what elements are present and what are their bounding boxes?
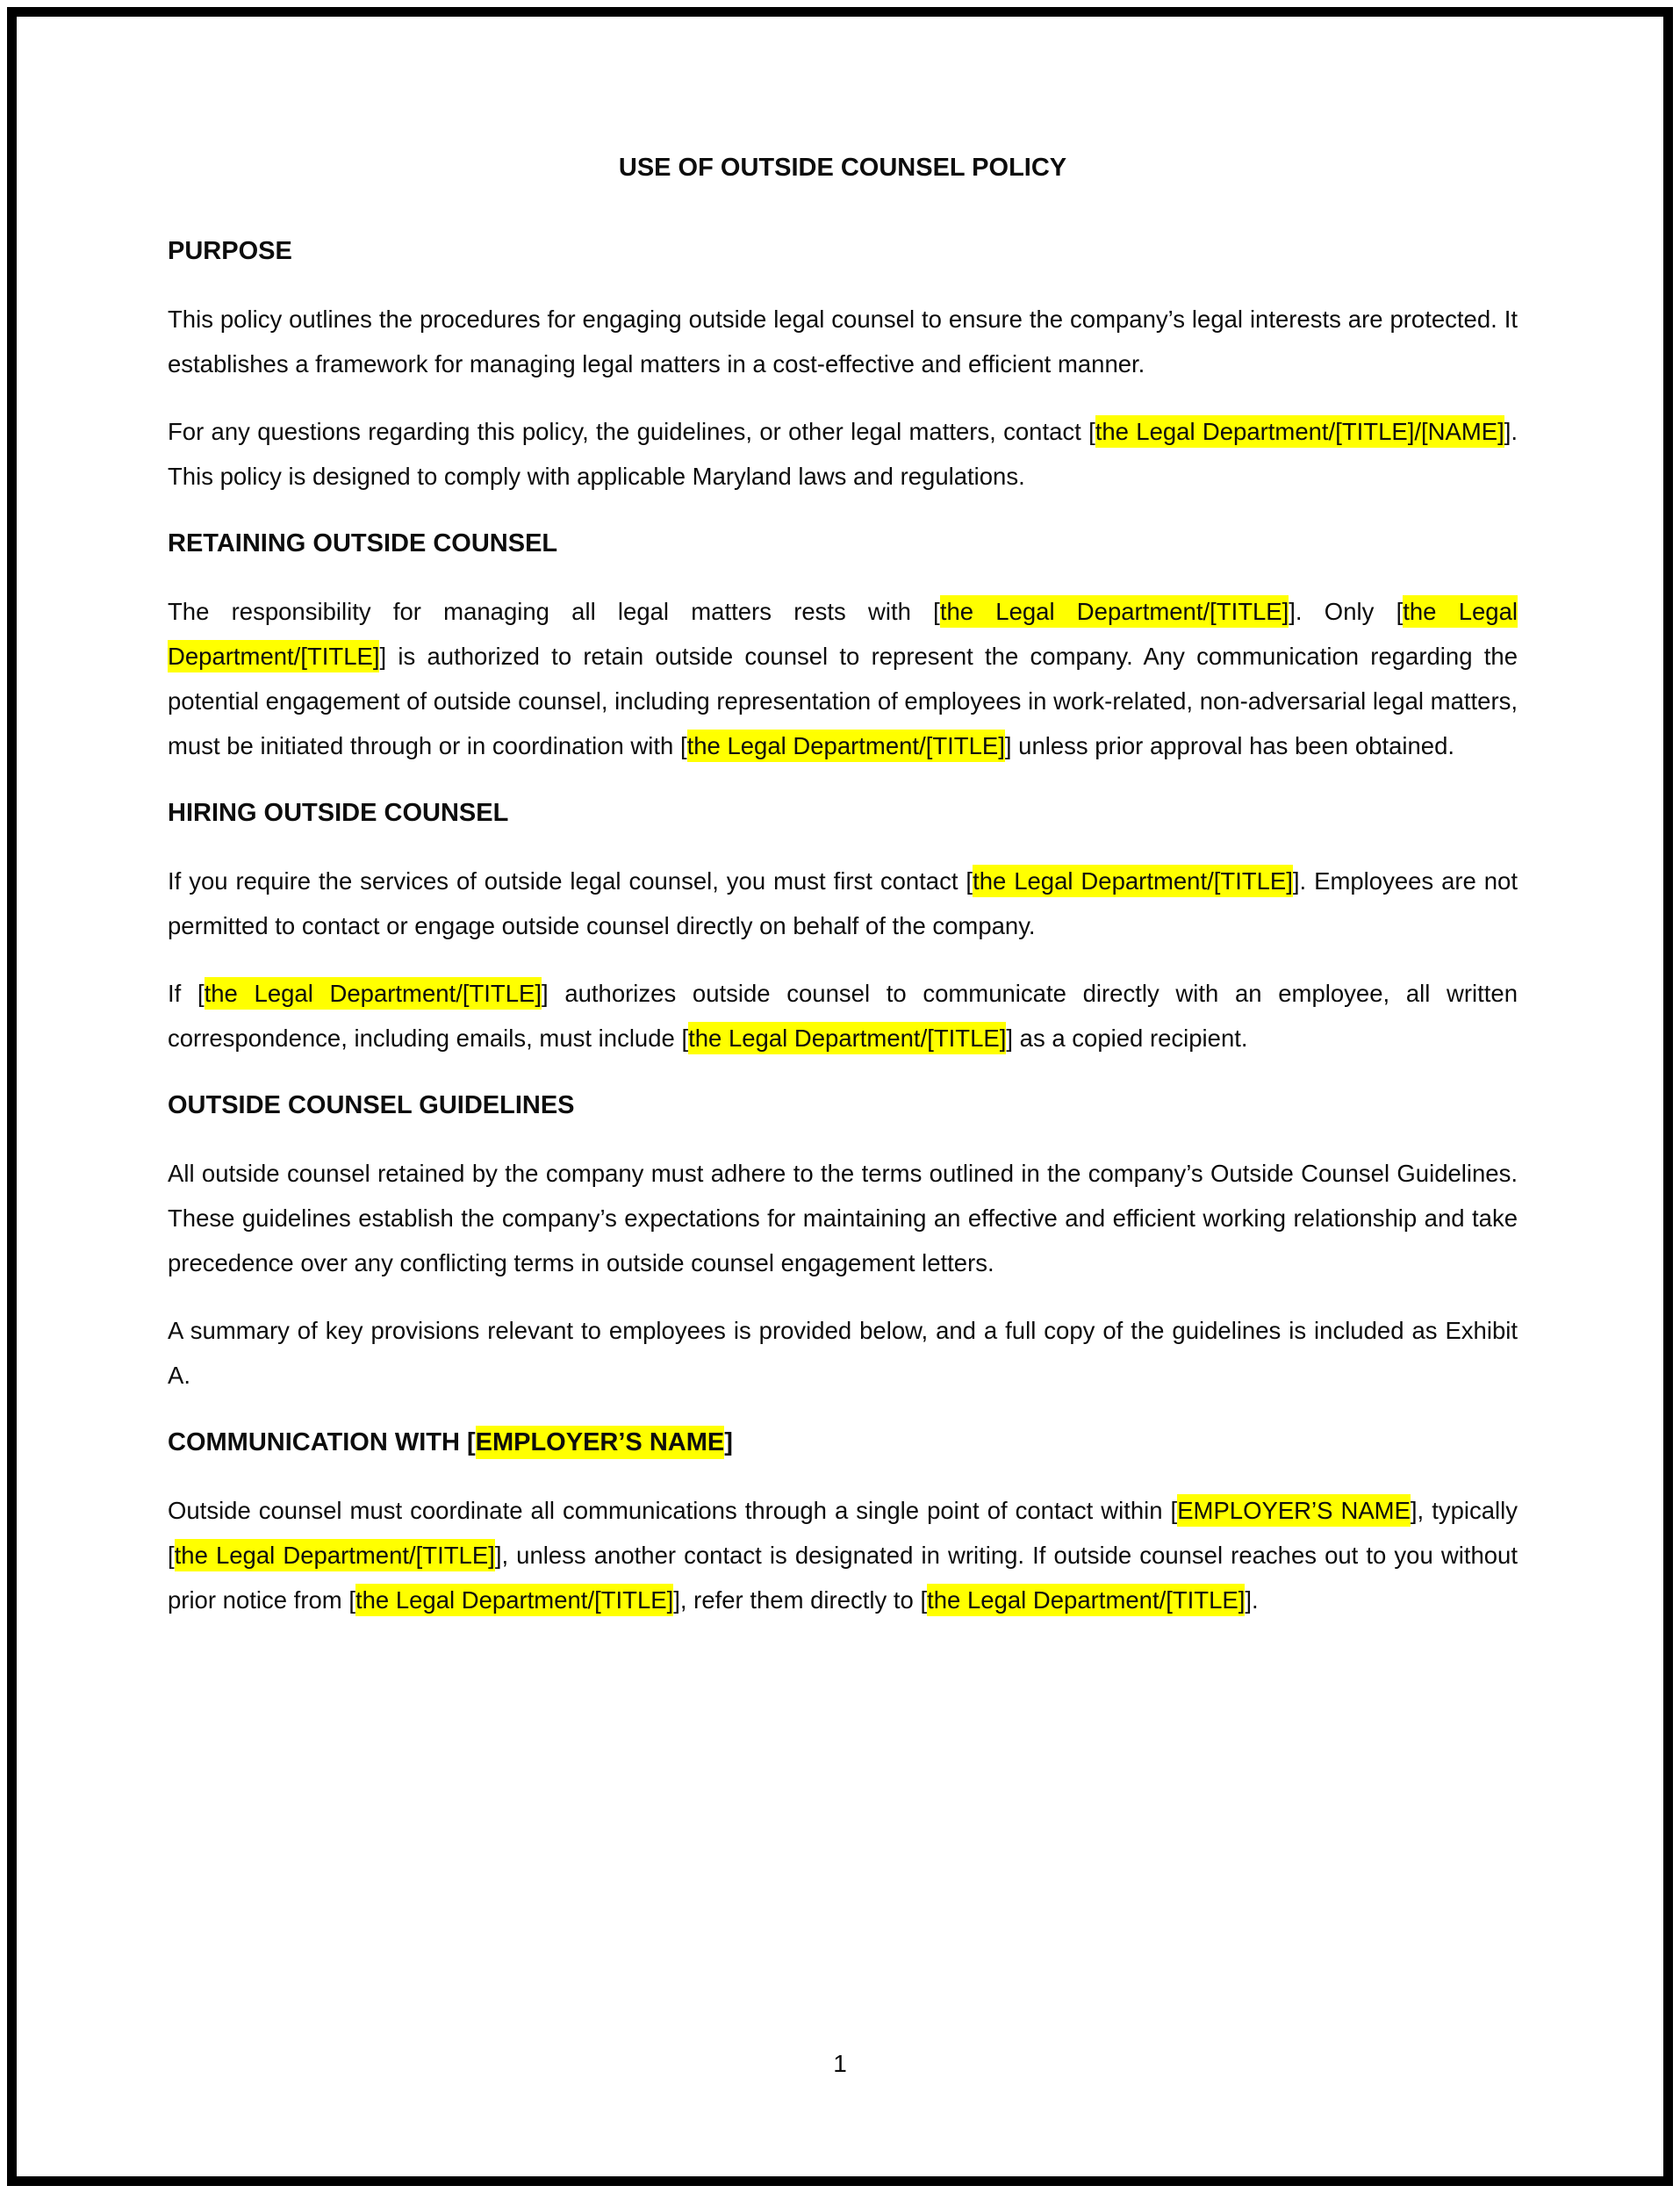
text-run: ], refer them directly to [ <box>673 1586 928 1614</box>
text-run: ], typically [ <box>168 1497 1518 1569</box>
paragraph <box>168 971 1518 1061</box>
paragraph <box>168 1151 1518 1285</box>
text-run: ] as a copied recipient. <box>1006 1025 1248 1052</box>
paragraph <box>168 859 1518 948</box>
section-heading <box>168 791 1518 836</box>
document-body <box>168 229 1518 1622</box>
section-heading <box>168 1420 1518 1465</box>
text-run: ]. Employees are not permitted to contact or engage outside counsel directly on behalf of the company. <box>168 867 1518 939</box>
text-run: ] unless prior approval has been obtained. <box>1004 732 1455 759</box>
text-run: For any questions regarding this policy, the guidelines, or other legal matters, contact [ <box>168 418 1095 445</box>
paragraph <box>168 1308 1518 1398</box>
text-run: RETAINING OUTSIDE COUNSEL <box>168 529 558 557</box>
text-run: This policy outlines the procedures for engaging outside legal counsel to ensure the company’s legal interests are protected. It establishes a framework for managing legal matters in a cost-effective and efficient manner. <box>168 306 1518 377</box>
text-run: ]. <box>1245 1586 1259 1614</box>
text-run: ]. Only [ <box>1289 598 1404 625</box>
section-heading <box>168 229 1518 274</box>
text-run: HIRING OUTSIDE COUNSEL <box>168 799 509 827</box>
text-run: ] <box>724 1428 733 1456</box>
text-run: The responsibility for managing all legal matters rests with [ <box>168 598 940 625</box>
highlighted-placeholder: the Legal Department/[TITLE] <box>688 1022 1006 1054</box>
section-heading <box>168 1083 1518 1128</box>
paragraph <box>168 1488 1518 1622</box>
text-run: OUTSIDE COUNSEL GUIDELINES <box>168 1091 575 1119</box>
text-run: PURPOSE <box>168 237 292 265</box>
document-title: USE OF OUTSIDE COUNSEL POLICY <box>618 154 1067 182</box>
paragraph <box>168 589 1518 768</box>
text-run: If you require the services of outside legal counsel, you must first contact [ <box>168 867 973 895</box>
text-run: A summary of key provisions relevant to employees is provided below, and a full copy of the guidelines is included as Exhibit A. <box>168 1317 1518 1389</box>
highlighted-placeholder: EMPLOYER’S NAME <box>476 1426 725 1459</box>
text-run: If [ <box>168 980 205 1007</box>
highlighted-placeholder: EMPLOYER’S NAME <box>1177 1494 1411 1527</box>
page-number: 1 <box>833 2050 847 2077</box>
text-run: ], unless another contact is designated in writing. If outside counsel reaches out to you without prior notice from [ <box>168 1542 1518 1614</box>
text-run: ]. This policy is designed to comply with applicable Maryland laws and regulations. <box>168 418 1518 490</box>
highlighted-placeholder: the Legal Department/[TITLE] <box>355 1584 673 1616</box>
section-heading <box>168 521 1518 566</box>
document-page <box>7 7 1673 2186</box>
text-run: All outside counsel retained by the company must adhere to the terms outlined in the company’s Outside Counsel Guidelines. These guidelines establish the company’s expectations for maintaining an effective and efficient working relationship and take precedence over any conflicting terms in outside counsel engagement letters. <box>168 1160 1518 1276</box>
highlighted-placeholder: the Legal Department/[TITLE] <box>973 865 1293 897</box>
text-run: ] is authorized to retain outside counsel to represent the company. Any communication regarding the potential engagement of outside counsel, including representation of employees in work-related, non-adversarial legal matters, must be initiated through or in coordination with [ <box>168 643 1518 759</box>
highlighted-placeholder: the Legal Department/[TITLE] <box>168 595 1518 672</box>
highlighted-placeholder: the Legal Department/[TITLE] <box>940 595 1289 628</box>
paragraph <box>168 297 1518 386</box>
highlighted-placeholder: the Legal Department/[TITLE] <box>927 1584 1245 1616</box>
paragraph <box>168 409 1518 499</box>
text-run: ] authorizes outside counsel to communicate directly with an employee, all written correspondence, including emails, must include [ <box>168 980 1518 1052</box>
text-run: COMMUNICATION WITH [ <box>168 1428 476 1456</box>
highlighted-placeholder: the Legal Department/[TITLE]/[NAME] <box>1095 415 1504 448</box>
document-content <box>17 17 1663 1622</box>
highlighted-placeholder: the Legal Department/[TITLE] <box>205 977 542 1010</box>
highlighted-placeholder: the Legal Department/[TITLE] <box>175 1539 495 1571</box>
text-run: Outside counsel must coordinate all communications through a single point of contact within [ <box>168 1497 1178 1524</box>
highlighted-placeholder: the Legal Department/[TITLE] <box>687 730 1005 762</box>
